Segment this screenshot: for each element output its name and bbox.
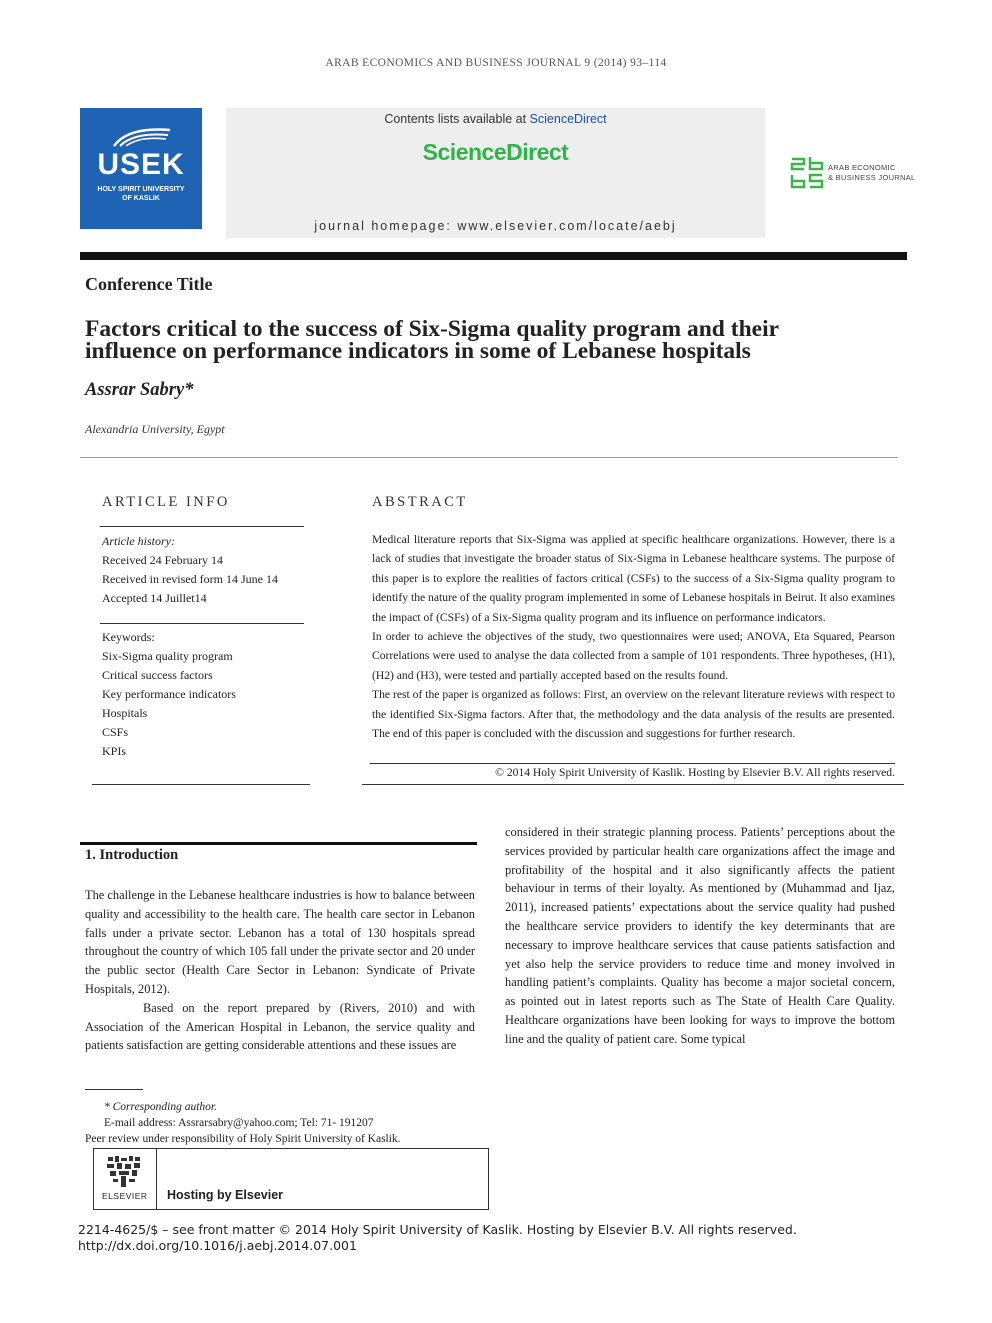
peer-review-note: Peer review under responsibility of Holy Spirit University of Kaslik. — [85, 1133, 401, 1145]
keywords-label: Keywords: — [102, 630, 155, 644]
abstract-text — [372, 530, 895, 743]
footnote-rule — [85, 1089, 143, 1090]
running-head: ARAB ECONOMICS AND BUSINESS JOURNAL 9 (2014) 93–114 — [325, 57, 667, 69]
elsevier-divider — [156, 1149, 157, 1209]
keyword-item: KPIs — [102, 744, 127, 758]
front-matter-line: 2214-4625/$ – see front matter © 2014 Holy Spirit University of Kaslik. Hosting by Elsevier B.V. All rights reserved. — [78, 1222, 797, 1237]
journal-logo-line2: & BUSINESS JOURNAL — [828, 173, 916, 182]
usek-wordmark: USEK — [97, 148, 185, 181]
intro-right-paragraph: considered in their strategic planning process. Patients’ perceptions about the services provided by particular health care organizations affect the image and profitability of the hospital and it also significantly affects the patient behaviour in terms of their loyalty. As mentioned by (Muhammad and Ijaz, 2011), increased patients’ expectations about the service quality had pushed the healthcare service providers to identify the key determinants that are necessary to improve healthcare services that cause patients satisfaction and yet also help the service providers to reduce time and money involved in handling patient’s complaints. Quality has become a major societal concern, as pointed out in latest reports such as The State of Health Care Quality. Healthcare organizations have been looking for ways to improve the bottom line and the quality of patient care. Some typical — [505, 825, 895, 1046]
article-info-rule — [100, 526, 304, 527]
history-revised: Received in revised form 14 June 14 — [102, 572, 278, 586]
contents-notice — [226, 112, 765, 126]
keyword-item: CSFs — [102, 725, 129, 739]
journal-homepage[interactable]: journal homepage: www.elsevier.com/locate/aebj — [314, 219, 677, 233]
journal-logo-icon — [790, 155, 824, 189]
keywords-rule — [100, 623, 304, 624]
conference-title: Conference Title — [85, 274, 213, 294]
intro-paragraph-2: Based on the report prepared by (Rivers, 2010) and with Association of the American Hospital in Lebanon, the service quality and patients satisfaction are getting considerable attentions and these issues are — [85, 1000, 475, 1053]
intro-heading: 1. Introduction — [85, 847, 179, 863]
swoosh-icon — [110, 126, 174, 148]
title-rule — [80, 457, 898, 458]
abstract-bottom-rule — [362, 784, 904, 785]
author-name: Assrar Sabry* — [85, 380, 194, 400]
abstract-paragraph-3: The rest of the paper is organized as follows: First, an overview on the relevant literature reviews with respect to the identified Six-Sigma factors. After that, the methodology and the data analysis of the results are presented. The end of this paper is concluded with the discussion and suggestions for further research. — [372, 688, 895, 741]
usek-subtitle-2: OF KASLIK — [122, 195, 160, 202]
corresponding-author: * Corresponding author. — [104, 1101, 217, 1113]
keywords-block — [102, 628, 236, 761]
doi-link[interactable]: http://dx.doi.org/10.1016/j.aebj.2014.07.001 — [78, 1238, 357, 1253]
journal-logo-line1: ARAB ECONOMIC — [828, 163, 896, 172]
header-rule — [80, 252, 907, 260]
abstract-copyright: © 2014 Holy Spirit University of Kaslik. Hosting by Elsevier B.V. All rights reserved. — [495, 766, 895, 779]
article-history — [102, 532, 278, 608]
abstract-paragraph-2: In order to achieve the objectives of the study, two questionnaires were used; ANOVA, Eta Squared, Pearson Correlations were used to analyse the data collected from a sample of 101 respondents. Three hypotheses, (H1), (H2) and (H3), were tested and partially accepted based on the results found. — [372, 630, 895, 682]
author-email: E-mail address: Assrarsabry@yahoo.com; Tel: 71- 191207 — [104, 1117, 374, 1129]
abstract-heading: ABSTRACT — [372, 494, 468, 510]
elsevier-box — [93, 1148, 489, 1210]
elsevier-logo-text: ELSEVIER — [102, 1191, 148, 1201]
abstract-rule — [370, 763, 895, 764]
keyword-item: Critical success factors — [102, 668, 213, 682]
hosting-label: Hosting by Elsevier — [167, 1188, 284, 1202]
intro-paragraph-1: The challenge in the Lebanese healthcare industries is how to balance between quality and accessibility to the health care. The health care sector in Lebanon falls under a private sector. Lebanon has a total of 130 hospitals spread throughout the country of which 105 fall under the private sector and 20 under the public sector (Health Care Sector in Lebanon: Syndicate of Private Hospitals, 2012). — [85, 888, 475, 996]
intro-right-column — [505, 823, 895, 1049]
article-info-heading: ARTICLE INFO — [102, 494, 230, 510]
abstract-paragraph-1: Medical literature reports that Six-Sigma was applied at specific healthcare organizations. However, there is a lack of studies that investigate the broader status of Six-Sigma in Lebanese healthcare systems. The purpose of this paper is to explore the realities of factors critical (CSFs) to the success of a Six-Sigma quality program to identify the nature of the quality program implemented in some of Lebanese hospitals in Beirut. It also examines the impact of (CSFs) of a Six-Sigma quality program and its influence on performance indicators. — [372, 533, 895, 624]
paper-title-line2: influence on performance indicators in some of Lebanese hospitals — [85, 338, 751, 364]
sciencedirect-logo: ScienceDirect — [422, 139, 569, 165]
sciencedirect-link[interactable]: ScienceDirect — [529, 112, 607, 126]
usek-subtitle-1: HOLY SPIRIT UNIVERSITY — [97, 186, 185, 193]
article-info-bottom-rule — [92, 784, 310, 785]
intro-left-column — [85, 886, 475, 1055]
journal-logo-text — [828, 163, 916, 183]
keyword-item: Key performance indicators — [102, 687, 236, 701]
history-accepted: Accepted 14 Juillet14 — [102, 591, 207, 605]
paper-title — [85, 318, 905, 362]
affiliation: Alexandria University, Egypt — [85, 422, 225, 436]
keyword-item: Six-Sigma quality program — [102, 649, 233, 663]
keyword-item: Hospitals — [102, 706, 148, 720]
history-received: Received 24 February 14 — [102, 553, 223, 567]
contents-prefix: Contents lists available at — [384, 112, 530, 126]
history-label: Article history: — [102, 534, 175, 548]
paper-title-line1: Factors critical to the success of Six-Sigma quality program and their — [85, 316, 780, 342]
usek-logo — [80, 108, 202, 229]
elsevier-tree-icon — [104, 1154, 144, 1190]
intro-rule — [80, 842, 477, 845]
